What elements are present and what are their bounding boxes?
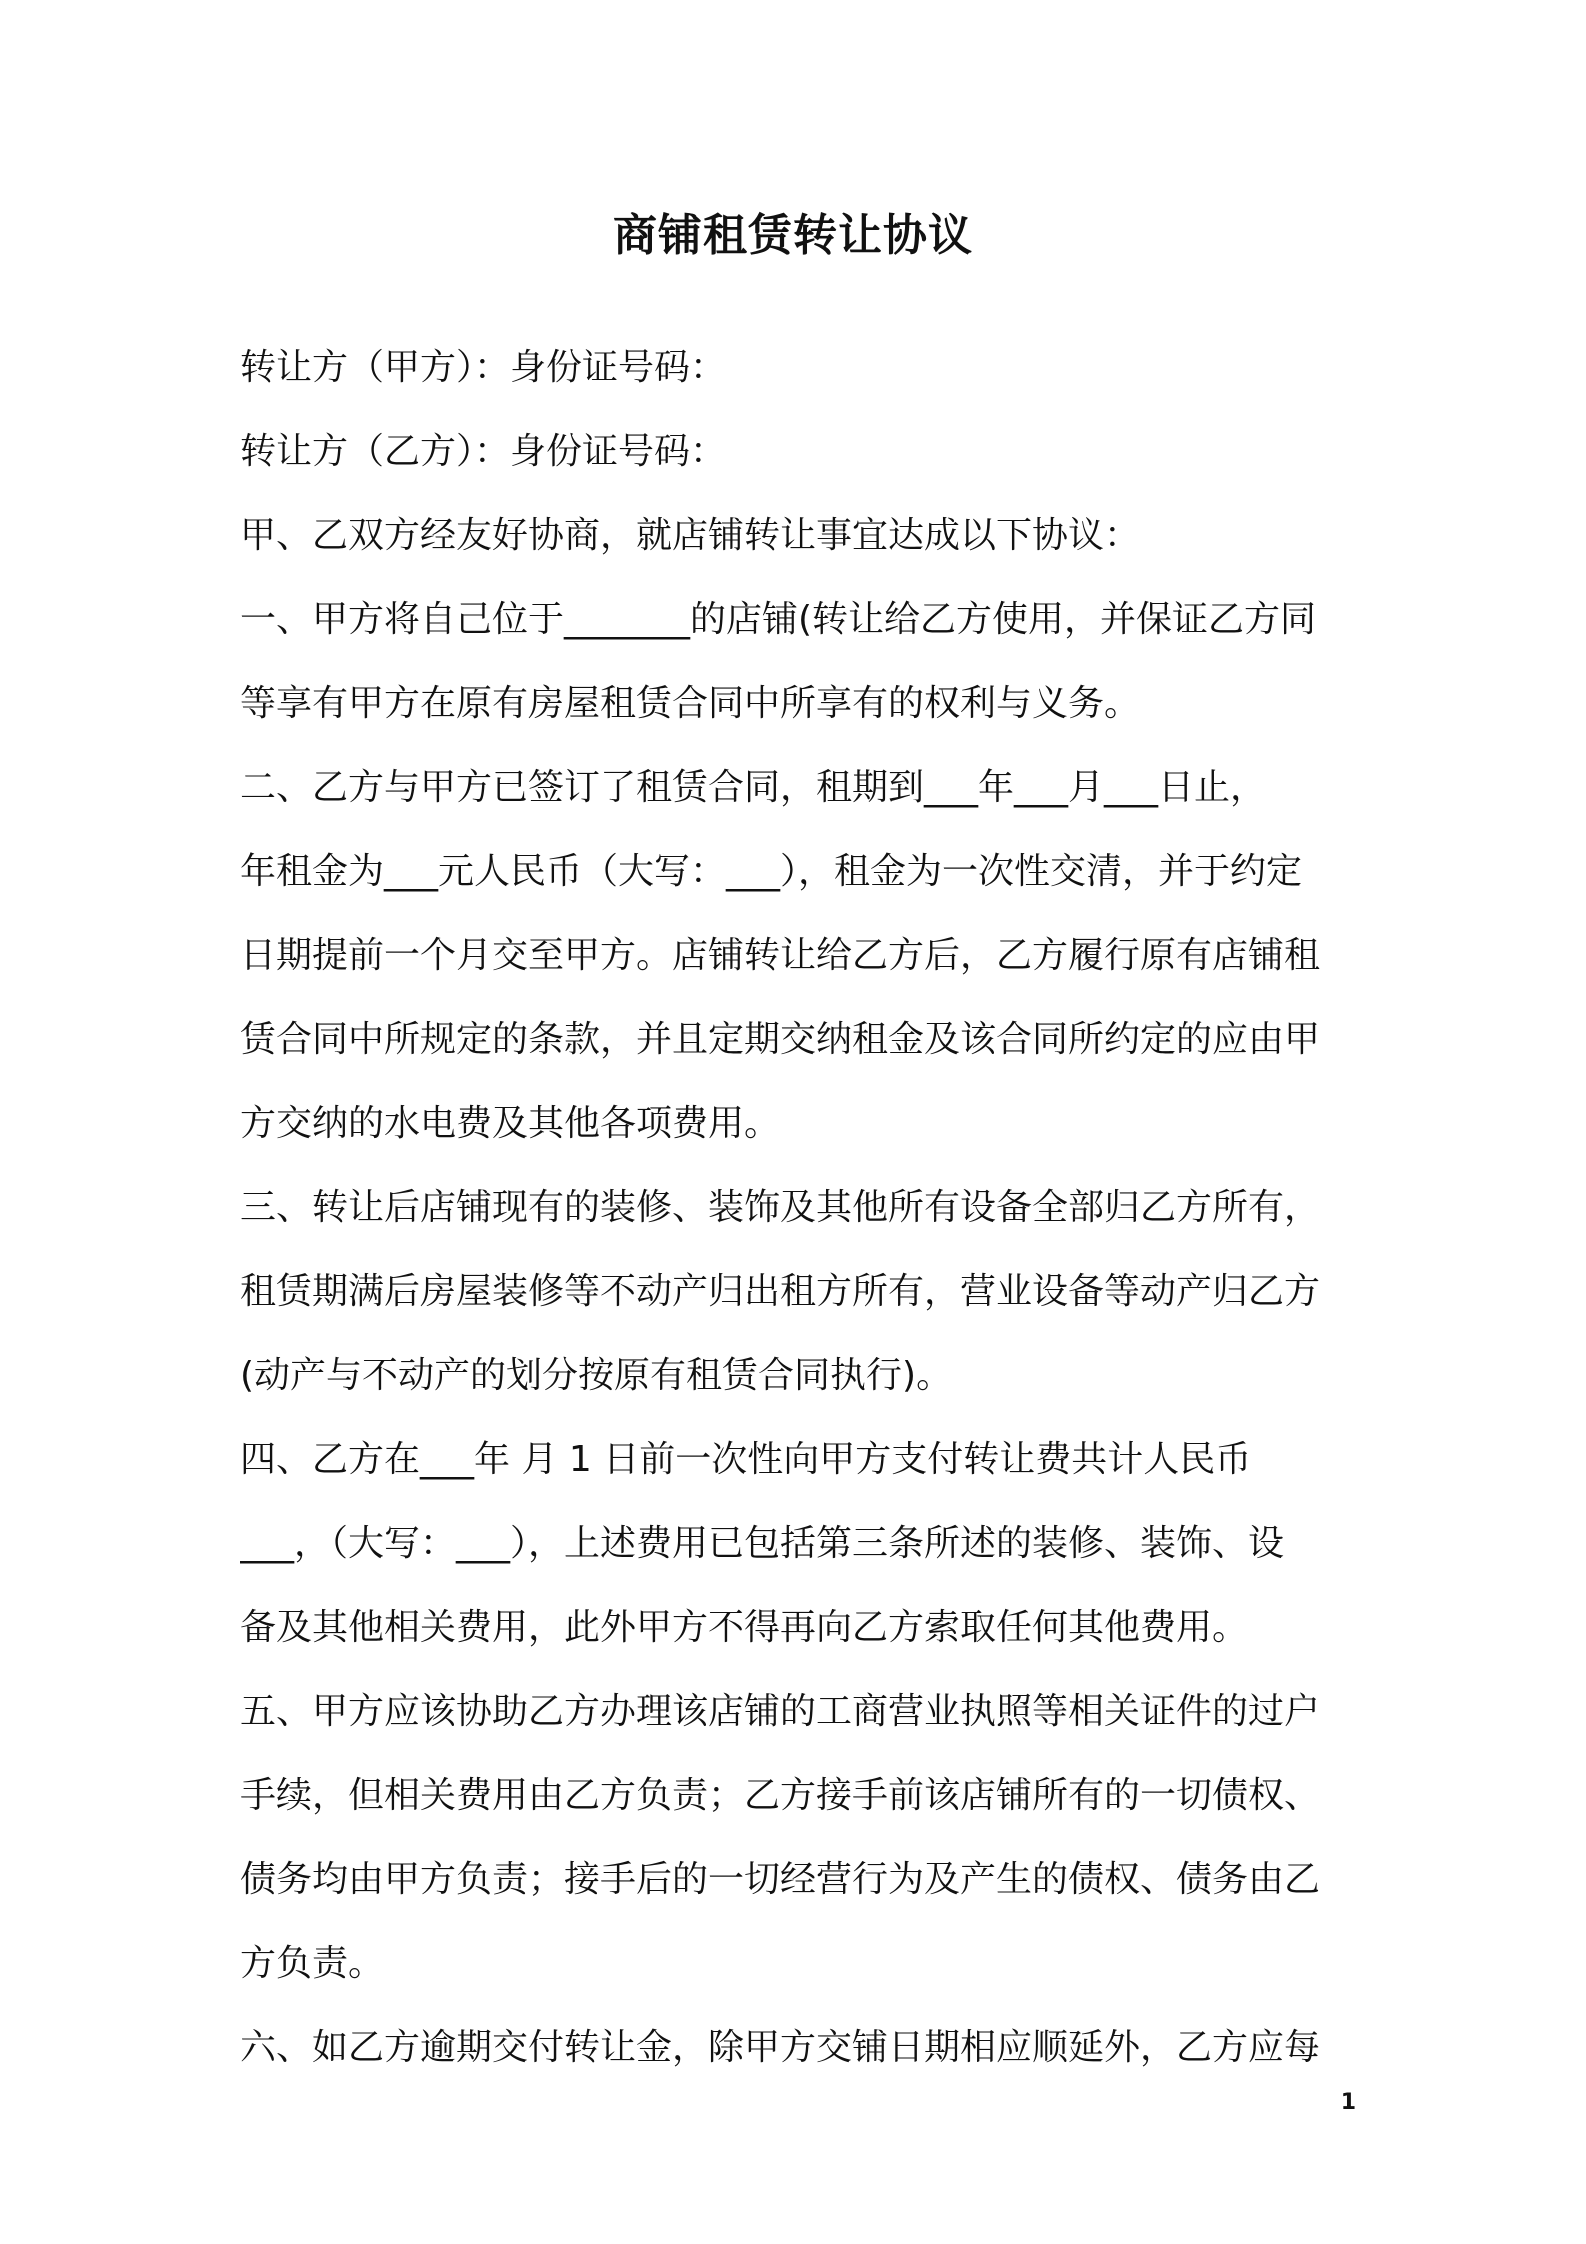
text-line: 日期提前一个月交至甲方。店铺转让给乙方后，乙方履行原有店铺租 xyxy=(240,935,1321,976)
text-line: 三、转让后店铺现有的装修、装饰及其他所有设备全部归乙方所有， xyxy=(240,1187,1321,1228)
document-body xyxy=(240,326,1350,2090)
text-line: 一、甲方将自己位于_______的店铺(转让给乙方使用，并保证乙方同 xyxy=(240,599,1317,640)
text-line: 赁合同中所规定的条款，并且定期交纳租金及该合同所约定的应由甲 xyxy=(240,1019,1321,1060)
text-line: 等享有甲方在原有房屋租赁合同中所享有的权利与义务。 xyxy=(240,683,1141,724)
document-title: 商铺租赁转让协议 xyxy=(613,210,973,261)
text-line: 五、甲方应该协助乙方办理该店铺的工商营业执照等相关证件的过户 xyxy=(240,1691,1321,1732)
page-number: 1 xyxy=(1340,2090,1356,2115)
text-line: 转让方（甲方）：身份证号码： xyxy=(240,347,727,388)
text-line: 甲、乙双方经友好协商，就店铺转让事宜达成以下协议： xyxy=(240,515,1141,556)
text-line: 租赁期满后房屋装修等不动产归出租方所有，营业设备等动产归乙方 xyxy=(240,1271,1321,1312)
text-line: 转让方（乙方）：身份证号码： xyxy=(240,431,727,472)
text-line: (动产与不动产的划分按原有租赁合同执行)。 xyxy=(240,1355,953,1396)
text-line: 备及其他相关费用，此外甲方不得再向乙方索取任何其他费用。 xyxy=(240,1607,1249,1648)
text-line: 债务均由甲方负责；接手后的一切经营行为及产生的债权、债务由乙 xyxy=(240,1859,1321,1900)
text-line: 四、乙方在___年 月 1 日前一次性向甲方支付转让费共计人民币 xyxy=(240,1439,1252,1480)
text-line: 年租金为___元人民币（大写：___），租金为一次性交清，并于约定 xyxy=(240,851,1303,892)
text-line: ___，（大写：___），上述费用已包括第三条所述的装修、装饰、设 xyxy=(240,1523,1285,1564)
text-line: 手续，但相关费用由乙方负责；乙方接手前该店铺所有的一切债权、 xyxy=(240,1775,1321,1816)
text-line: 六、如乙方逾期交付转让金，除甲方交铺日期相应顺延外，乙方应每 xyxy=(240,2027,1321,2068)
text-line: 二、乙方与甲方已签订了租赁合同，租期到___年___月___日止， xyxy=(240,767,1267,808)
text-line: 方交纳的水电费及其他各项费用。 xyxy=(240,1103,781,1144)
text-line: 方负责。 xyxy=(240,1943,385,1984)
